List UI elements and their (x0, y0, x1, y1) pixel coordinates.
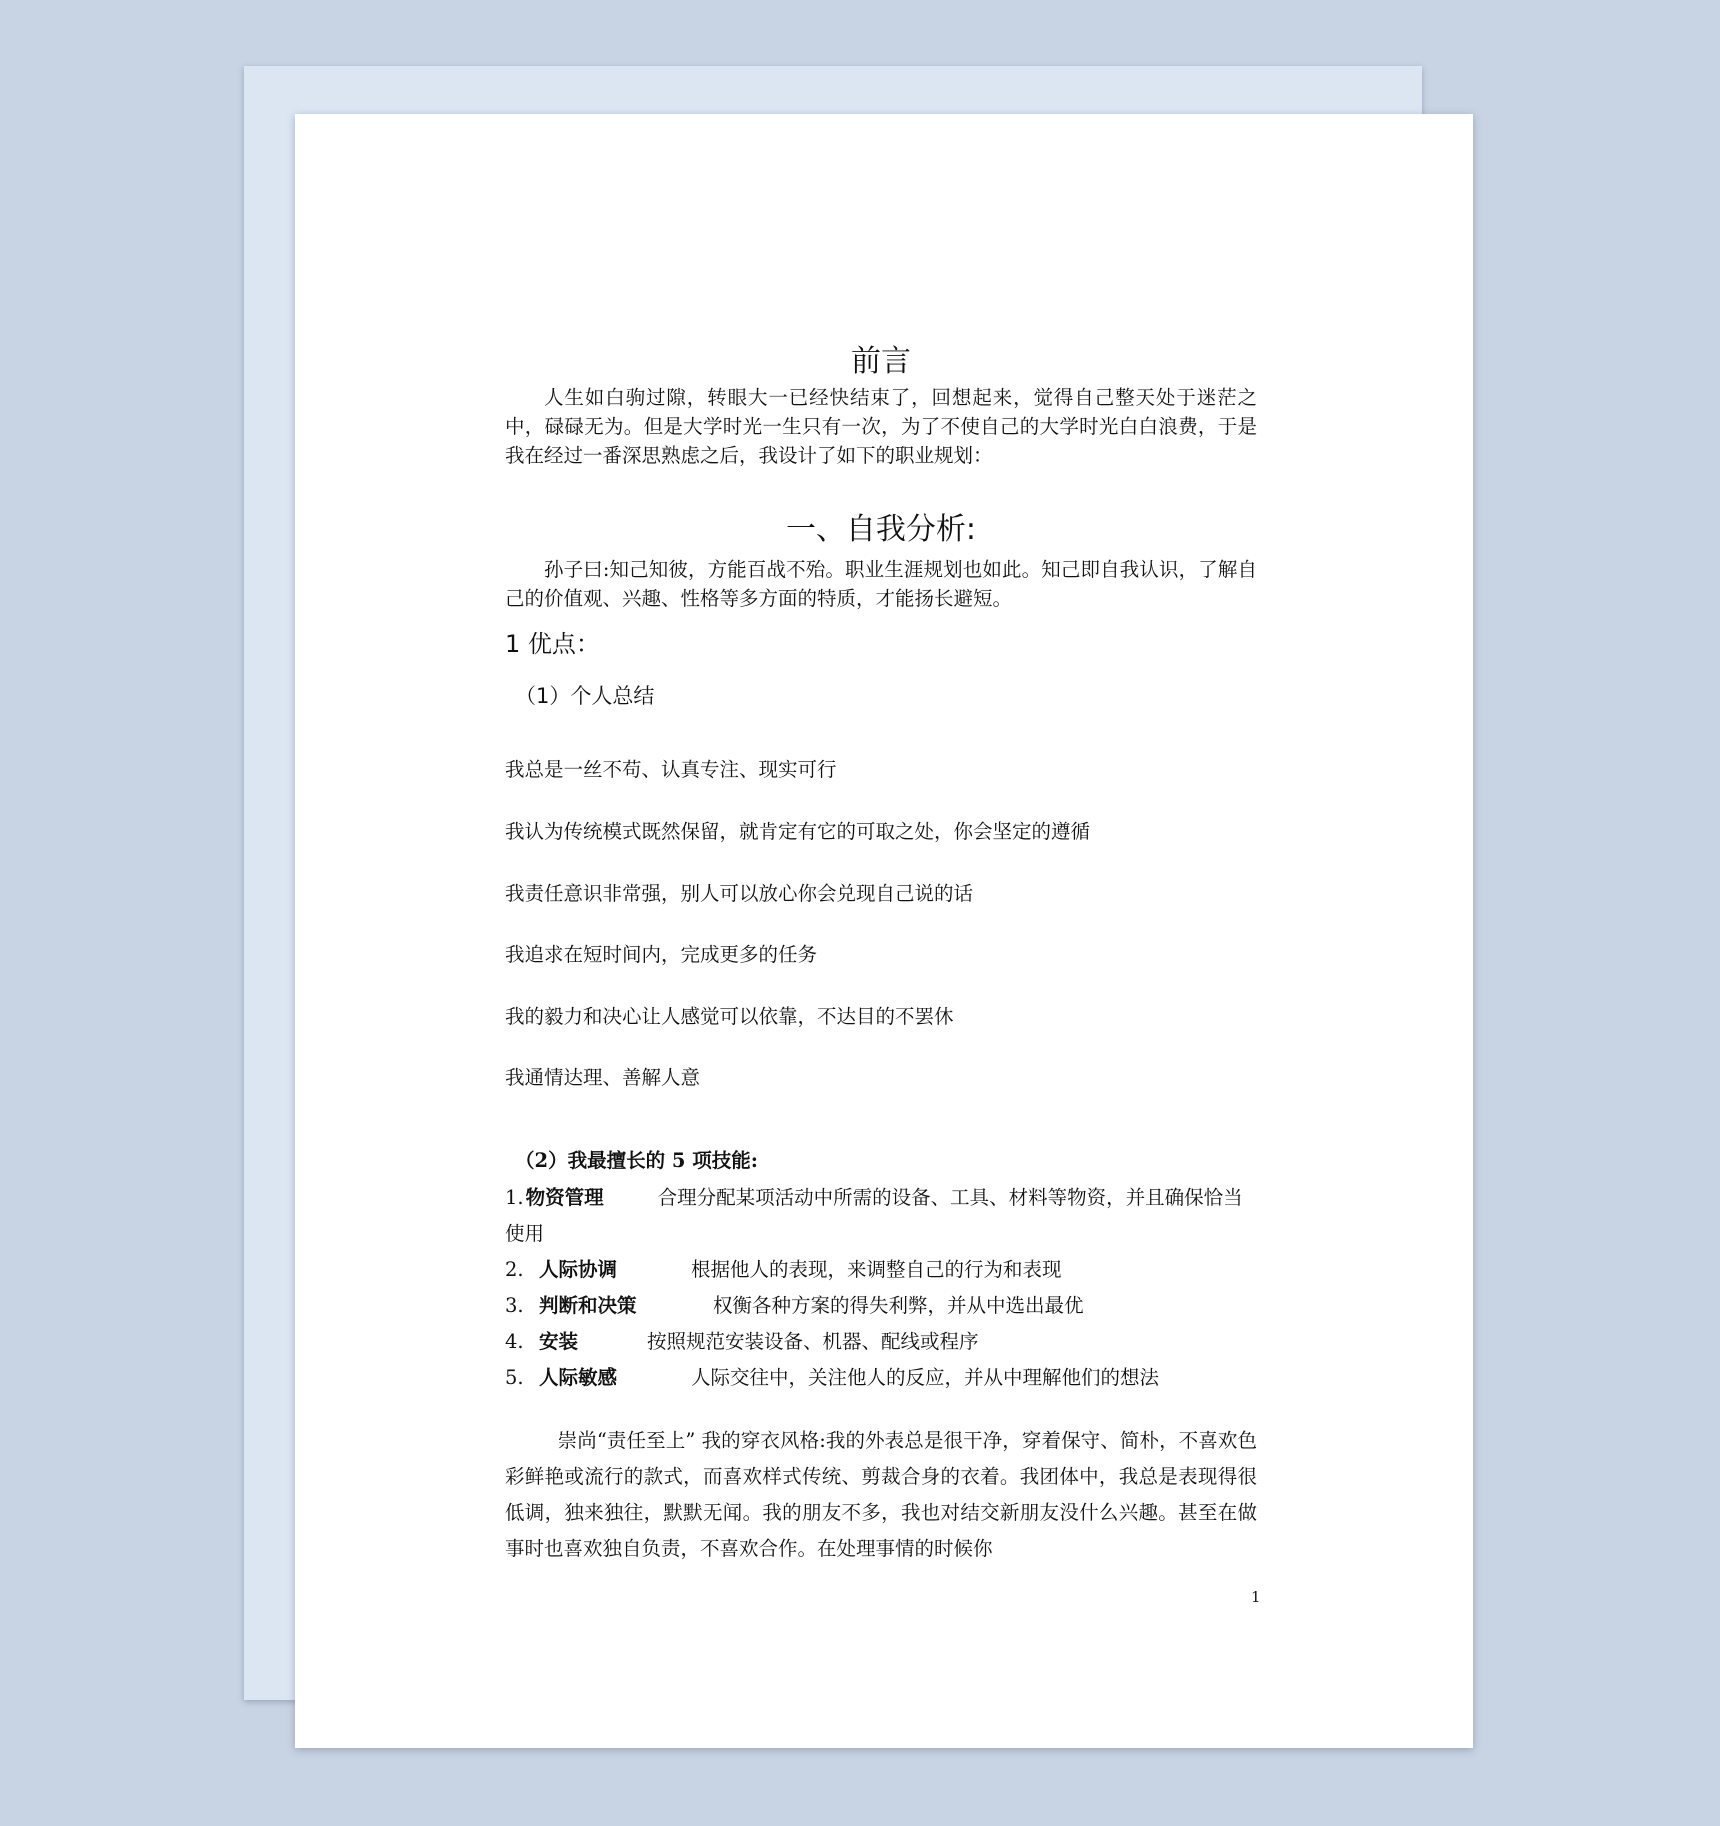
skill-name: 物资管理 (525, 1186, 604, 1209)
document-page (295, 114, 1473, 1748)
skill-item (505, 1180, 1257, 1252)
skill-name: 人际敏感 (539, 1366, 618, 1389)
skill-description: 根据他人的表现，来调整自己的行为和表现 (691, 1258, 1062, 1281)
skill-item (505, 1288, 1257, 1324)
section-self-analysis-title: 一、自我分析: (785, 512, 977, 547)
skill-description: 按照规范安装设备、机器、配线或程序 (647, 1330, 979, 1353)
skills-heading: （2）我最擅长的 5 项技能: (515, 1149, 758, 1172)
skill-name: 安装 (539, 1330, 579, 1353)
skill-name: 人际协调 (539, 1258, 618, 1281)
skill-item (505, 1252, 1257, 1288)
self-analysis-paragraph: 孙子曰:知己知彼，方能百战不殆。职业生涯规划也如此。知己即自我认识，了解自己的价值观、兴趣、性格等多方面的特质，才能扬长避短。 (505, 558, 1257, 610)
skill-number: 5. (505, 1366, 524, 1389)
skill-number: 1. (505, 1186, 524, 1209)
skill-number: 2. (505, 1258, 524, 1281)
skill-description: 人际交往中，关注他人的反应，并从中理解他们的想法 (691, 1366, 1160, 1389)
personal-line: 我责任意识非常强，别人可以放心你会兑现自己说的话 (505, 882, 974, 905)
preface-paragraph: 人生如白驹过隙，转眼大一已经快结束了，回想起来，觉得自己整天处于迷茫之中，碌碌无为。但是大学时光一生只有一次，为了不使自己的大学时光白白浪费，于是我在经过一番深思熟虑之后，我设计了如下的职业规划： (505, 386, 1257, 467)
personal-line: 我追求在短时间内，完成更多的任务 (505, 943, 818, 966)
personal-line: 我认为传统模式既然保留，就肯定有它的可取之处，你会坚定的遵循 (505, 820, 1091, 843)
skill-item (505, 1360, 1257, 1396)
skill-name: 判断和决策 (539, 1294, 637, 1317)
skill-number: 3. (505, 1294, 524, 1317)
personal-line: 我总是一丝不苟、认真专注、现实可行 (505, 758, 837, 781)
strengths-heading: 1 优点： (505, 630, 600, 658)
skill-description: 权衡各种方案的得失利弊，并从中选出最优 (713, 1294, 1084, 1317)
skill-item (505, 1324, 1257, 1360)
personal-summary-heading: （1）个人总结 (515, 684, 655, 708)
closing-paragraph: 崇尚“责任至上” 我的穿衣风格:我的外表总是很干净，穿着保守、简朴，不喜欢色彩鲜艳或流行的款式，而喜欢样式传统、剪裁合身的衣着。我团体中，我总是表现得很低调，独来独往，默默无闻。我的朋友不多，我也对结交新朋友没什么兴趣。甚至在做事时也喜欢独自负责，不喜欢合作。在处理事情的时候你 (505, 1429, 1257, 1560)
preface-title: 前言 (851, 344, 911, 379)
page-number: 1 (1251, 1588, 1261, 1606)
personal-line: 我的毅力和决心让人感觉可以依靠，不达目的不罢休 (505, 1005, 954, 1028)
personal-line: 我通情达理、善解人意 (505, 1066, 701, 1089)
skill-description: 合理分配某项活动中所需的设备、工具、材料等物资，并且确保恰当使用 (505, 1186, 1243, 1245)
skill-number: 4. (505, 1330, 524, 1353)
